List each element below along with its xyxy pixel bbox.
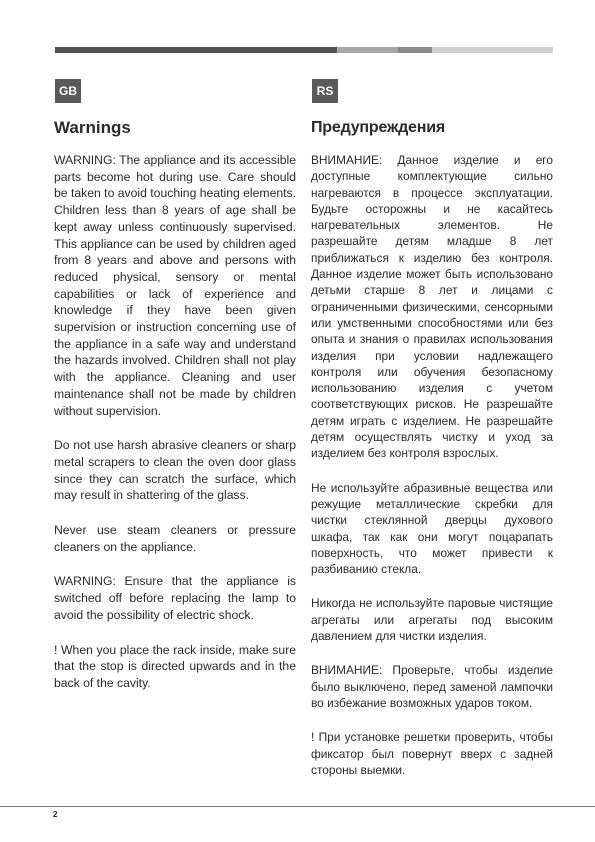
- footer-divider: [0, 806, 595, 807]
- paragraph-en-3: Never use steam cleaners or pressure cleaners on the appliance.: [54, 523, 296, 554]
- header-bar-mid: [337, 47, 398, 53]
- paragraph-en-1: WARNING: The appliance and its accessible parts become hot during use. Care should be taken to avoid touching heating elements. Children less than 8 years of age shall be kept away unless continuously supervised. This appliance can be used by children aged from 8 years and above and persons with reduced physical, sensory or mental capabilities or lack of experience and knowledge if they have been given supervision or instruction concerning use of the appliance in a safe way and understand the hazards involved. Children shall not play with the appliance. Cleaning and user maintenance shall not be made by children without supervision.: [54, 153, 296, 418]
- section-title-en: Warnings: [54, 118, 131, 137]
- page-number: 2: [53, 810, 58, 819]
- paragraph-en-2: Do not use harsh abrasive cleaners or sharp metal scrapers to clean the oven door glass since they can scratch the surface, which may result in shattering of the glass.: [54, 438, 296, 503]
- paragraph-ru-4: ВНИМАНИЕ: Проверьте, чтобы изделие было выключено, перед заменой лампочки во избежание возможных ударов током.: [311, 663, 553, 710]
- paragraph-en-5: ! When you place the rack inside, make sure that the stop is directed upwards and in the back of the cavity.: [54, 642, 296, 690]
- header-bar-light: [432, 47, 553, 53]
- paragraph-ru-2: Не используйте абразивные вещества или режущие металлические скребки для чистки стеклянной дверцы духового шкафа, так как они могут поцарапать поверхность, что может привести к разбиванию стекла.: [311, 480, 553, 577]
- language-badge-gb: GB: [55, 79, 81, 103]
- russian-column: [311, 117, 553, 796]
- english-column: [54, 117, 296, 710]
- paragraph-en-4: WARNING: Ensure that the appliance is switched off before replacing the lamp to avoid the possibility of electric shock.: [54, 574, 296, 622]
- paragraph-ru-5: ! При установке решетки проверить, чтобы фиксатор был повернут вверх с задней стороны выемки.: [311, 730, 553, 777]
- paragraph-ru-3: Никогда не используйте паровые чистящие агрегаты или агрегаты под высоким давлением для чистки изделия.: [311, 596, 553, 644]
- section-title-ru: Предупреждения: [311, 119, 445, 136]
- header-bar-accent: [398, 47, 432, 53]
- header-bar-dark: [55, 47, 337, 53]
- language-badge-rs: RS: [312, 79, 338, 103]
- paragraph-ru-1: ВНИМАНИЕ: Данное изделие и его доступные комплектующие сильно нагреваются в процессе эксплуатации. Будьте осторожны и не касайтесь нагревательных элементов. Не разрешайте детям младше 8 лет приближаться к изделию без контроля. Данное изделие может быть использовано детьми старше 8 лет и лицами с ограниченными физическими, сенсорными или умственными способностями или без опыта и знания о правилах использования изделия при условии надлежащего контроля или обучения безопасному использованию изделия с учетом соответствующих рисков. Не разрешайте детям играть с изделием. Не разрешайте детям осуществлять чистку и уход за изделием без контроля взрослых.: [311, 153, 553, 461]
